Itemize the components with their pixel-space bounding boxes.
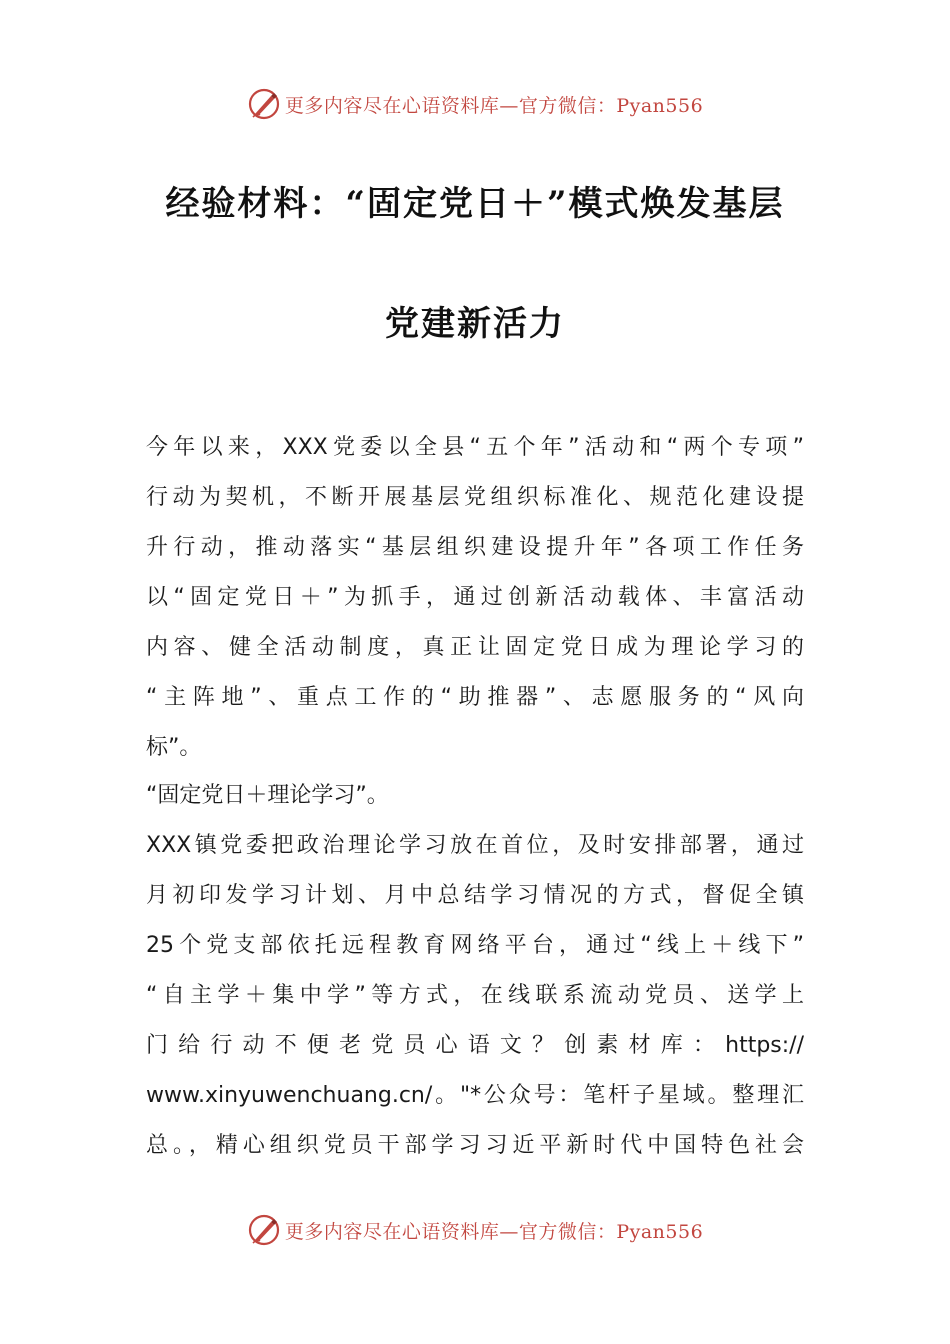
body-line: 25个党支部依托远程教育网络平台，通过“线上＋线下”: [146, 933, 804, 958]
body-line: “自主学＋集中学”等方式，在线联系流动党员、送学上: [146, 983, 804, 1008]
body-line: 月初印发学习计划、月中总结学习情况的方式，督促全镇: [146, 883, 804, 908]
body-line: 总。，精心组织党员干部学习习近平新时代中国特色社会: [146, 1133, 804, 1158]
body-line: 今年以来，XXX党委以全县“五个年”活动和“两个专项”: [146, 435, 804, 460]
page-title-line-1: 经验材料：“固定党日＋”模式焕发基层: [165, 184, 785, 224]
page-title-line-2: 党建新活力: [385, 304, 565, 344]
body-line: 标”。: [146, 735, 202, 760]
pen-logo-icon: [247, 87, 281, 121]
body-line: www.xinyuwenchuang.cn/。"*公众号：笔杆子星域。整理汇: [146, 1083, 804, 1108]
banner-text: 更多内容尽在心语资料库—官方微信：Pyan556: [284, 94, 704, 117]
pen-logo-icon: [247, 1213, 281, 1247]
footer-watermark: [0, 1210, 950, 1250]
body-line: 门给行动不便老党员心语文？创素材库：https://: [146, 1033, 804, 1058]
body-line: XXX镇党委把政治理论学习放在首位，及时安排部署，通过: [146, 833, 804, 858]
body-line: 升行动，推动落实“基层组织建设提升年”各项工作任务: [146, 535, 804, 560]
body-line: 行动为契机，不断开展基层党组织标准化、规范化建设提: [146, 485, 804, 510]
section-heading: “固定党日＋理论学习”。: [146, 783, 389, 808]
banner-text: 更多内容尽在心语资料库—官方微信：Pyan556: [284, 1220, 704, 1243]
body-line: “主阵地”、重点工作的“助推器”、志愿服务的“风向: [146, 685, 804, 710]
body-line: 以“固定党日＋”为抓手，通过创新活动载体、丰富活动: [146, 585, 804, 610]
header-watermark: [0, 84, 950, 124]
body-line: 内容、健全活动制度，真正让固定党日成为理论学习的: [146, 635, 804, 660]
